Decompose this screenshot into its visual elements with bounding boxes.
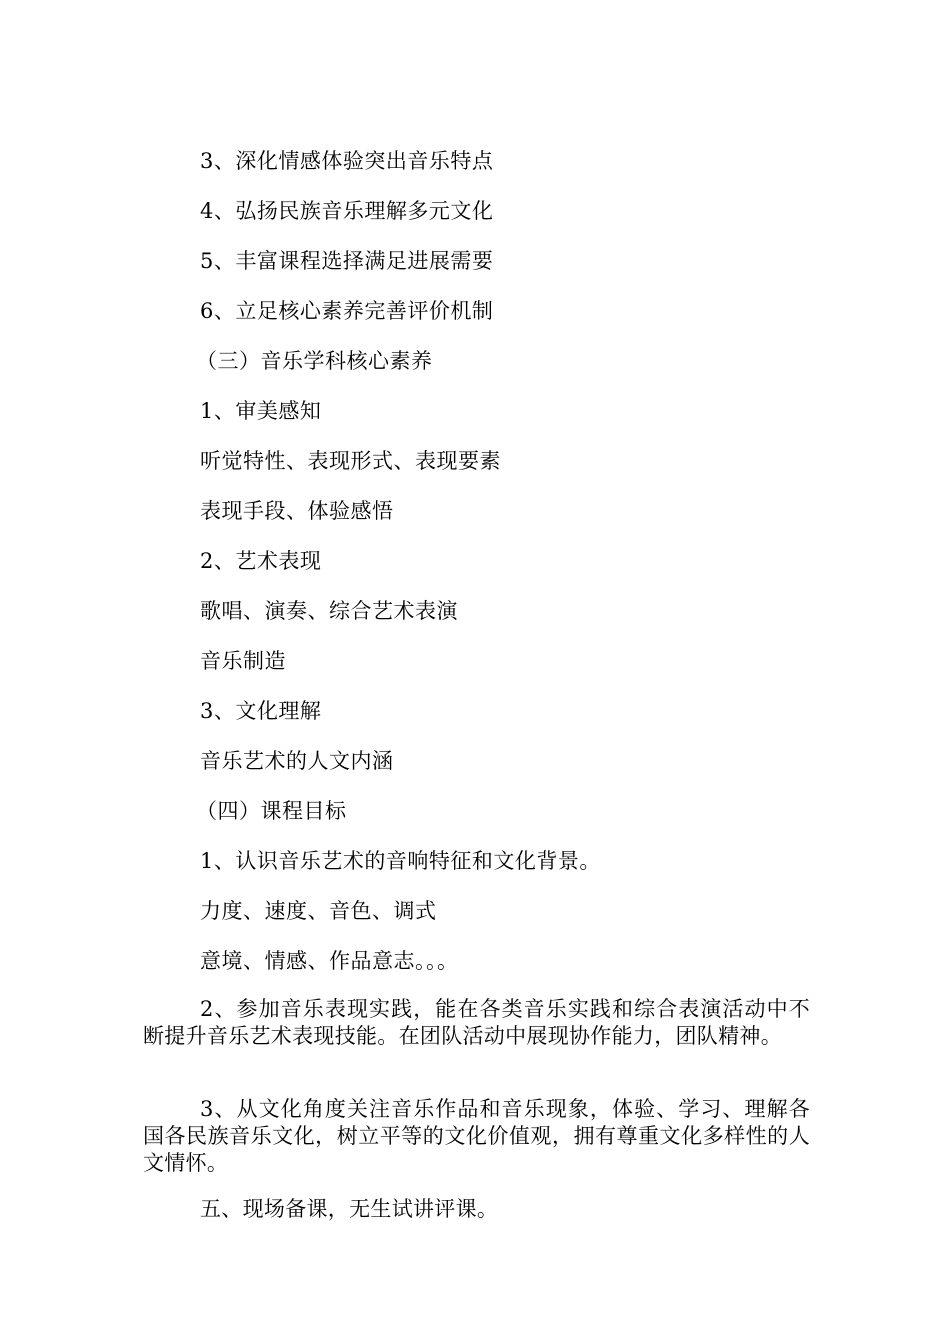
text-line-auditory-features: 听觉特性、表现形式、表现要素 bbox=[200, 449, 501, 473]
text-line-mood-emotion: 意境、情感、作品意志。。。 bbox=[200, 949, 459, 973]
list-item-cultural-understanding: 3、文化理解 bbox=[200, 699, 322, 723]
text-line-dynamics-tempo: 力度、速度、音色、调式 bbox=[200, 899, 437, 923]
text-line-singing-performing: 歌唱、演奏、综合艺术表演 bbox=[200, 599, 458, 623]
paragraph-goal-2: 2、参加音乐表现实践，能在各类音乐实践和综合表演活动中不断提升音乐艺术表现技能。在团队活动中展现协作能力，团队精神。 bbox=[143, 997, 810, 1048]
list-item-principle-3: 3、深化情感体验突出音乐特点 bbox=[200, 149, 494, 173]
text-line-humanistic-connotation: 音乐艺术的人文内涵 bbox=[200, 749, 394, 773]
list-item-principle-6: 6、立足核心素养完善评价机制 bbox=[200, 299, 494, 323]
text-line-expression-means: 表现手段、体验感悟 bbox=[200, 499, 394, 523]
section-heading-course-goals: （四）课程目标 bbox=[196, 799, 347, 823]
list-item-artistic-expression: 2、艺术表现 bbox=[200, 549, 322, 573]
list-item-goal-1: 1、认识音乐艺术的音响特征和文化背景。 bbox=[200, 849, 601, 873]
section-heading-core-literacy: （三）音乐学科核心素养 bbox=[196, 349, 433, 373]
text-line-music-creation: 音乐制造 bbox=[200, 649, 286, 673]
list-item-principle-4: 4、弘扬民族音乐理解多元文化 bbox=[200, 199, 494, 223]
paragraph-section-5: 五、现场备课，无生试讲评课。 bbox=[200, 1197, 499, 1221]
paragraph-goal-3: 3、从文化角度关注音乐作品和音乐现象，体验、学习、理解各国各民族音乐文化，树立平等的文化价值观，拥有尊重文化多样性的人文情怀。 bbox=[143, 1097, 810, 1175]
list-item-aesthetic-perception: 1、审美感知 bbox=[200, 399, 322, 423]
list-item-principle-5: 5、丰富课程选择满足进展需要 bbox=[200, 249, 494, 273]
